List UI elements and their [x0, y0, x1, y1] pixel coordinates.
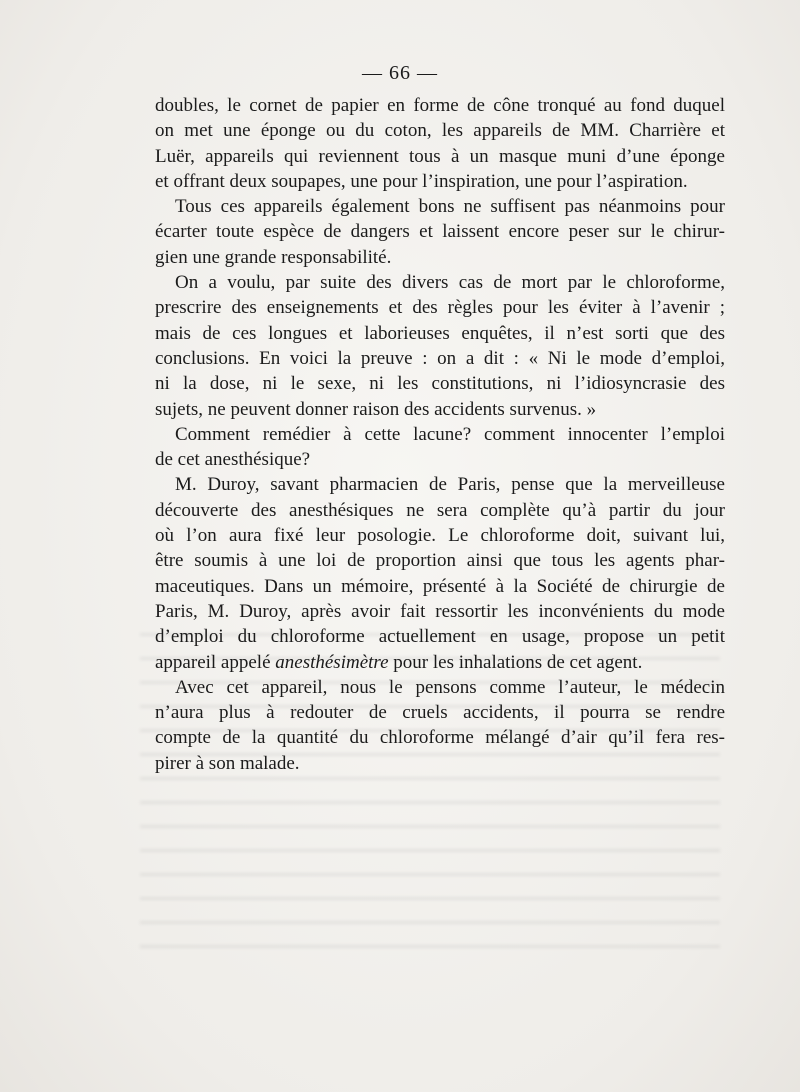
text-line: où l’on aura fixé leur posologie. Le chloroforme doit, suivant lui,	[155, 525, 725, 547]
text-line: pirer à son malade.	[155, 752, 300, 774]
body-text	[155, 93, 725, 776]
text-line: Paris, M. Duroy, après avoir fait ressortir les inconvénients du mode	[155, 600, 725, 622]
text-line: Luër, appareils qui reviennent tous à un masque muni d’une éponge	[155, 145, 725, 167]
text-line: n’aura plus à redouter de cruels accidents, il pourra se rendre	[155, 702, 725, 724]
text-line: de cet anesthésique?	[155, 449, 311, 471]
text-line: doubles, le cornet de papier en forme de cône tronqué au fond duquel	[155, 95, 725, 116]
text-line: écarter toute espèce de dangers et laissent encore peser sur le chirur-	[155, 221, 725, 243]
text-line: être soumis à une loi de proportion ainsi que tous les agents phar-	[155, 550, 725, 572]
text-line: prescrire des enseignements et des règles pour les éviter à l’avenir ;	[155, 297, 725, 319]
text-line: Avec cet appareil, nous le pensons comme l’auteur, le médecin	[175, 676, 725, 698]
text-line: on met une éponge ou du coton, les appareils de MM. Charrière et	[155, 120, 725, 142]
text-line: conclusions. En voici la preuve : on a dit : « Ni le mode d’emploi,	[155, 347, 725, 369]
text-line: M. Duroy, savant pharmacien de Paris, pense que la merveilleuse	[175, 474, 725, 496]
text-line: Tous ces appareils également bons ne suffisent pas néanmoins pour	[175, 196, 725, 218]
text-line: et offrant deux soupapes, une pour l’inspiration, une pour l’aspiration.	[155, 170, 688, 192]
text-line	[155, 650, 725, 675]
text-line: compte de la quantité du chloroforme mélangé d’air qu’il fera res-	[155, 727, 725, 749]
text-segment: appareil appelé	[155, 651, 276, 673]
text-segment: pour les inhalations de cet agent.	[388, 651, 643, 673]
text-line: d’emploi du chloroforme actuellement en usage, propose un petit	[155, 626, 725, 648]
text-line: découverte des anesthésiques ne sera complète qu’à partir du jour	[155, 499, 725, 521]
text-line: Comment remédier à cette lacune? comment innocenter l’emploi	[175, 423, 725, 445]
text-line: maceutiques. Dans un mémoire, présenté à la Société de chirurgie de	[155, 575, 725, 597]
page-number: — 66 —	[362, 62, 438, 84]
text-line: sujets, ne peuvent donner raison des accidents survenus. »	[155, 398, 597, 420]
text-line: ni la dose, ni le sexe, ni les constitutions, ni l’idiosyncrasie des	[155, 373, 725, 395]
italic-term: anesthésimètre	[275, 651, 389, 673]
text-line: On a voulu, par suite des divers cas de mort par le chloroforme,	[175, 272, 725, 294]
text-line: mais de ces longues et laborieuses enquêtes, il n’est sorti que des	[155, 322, 725, 344]
text-line: gien une grande responsabilité.	[155, 246, 392, 268]
